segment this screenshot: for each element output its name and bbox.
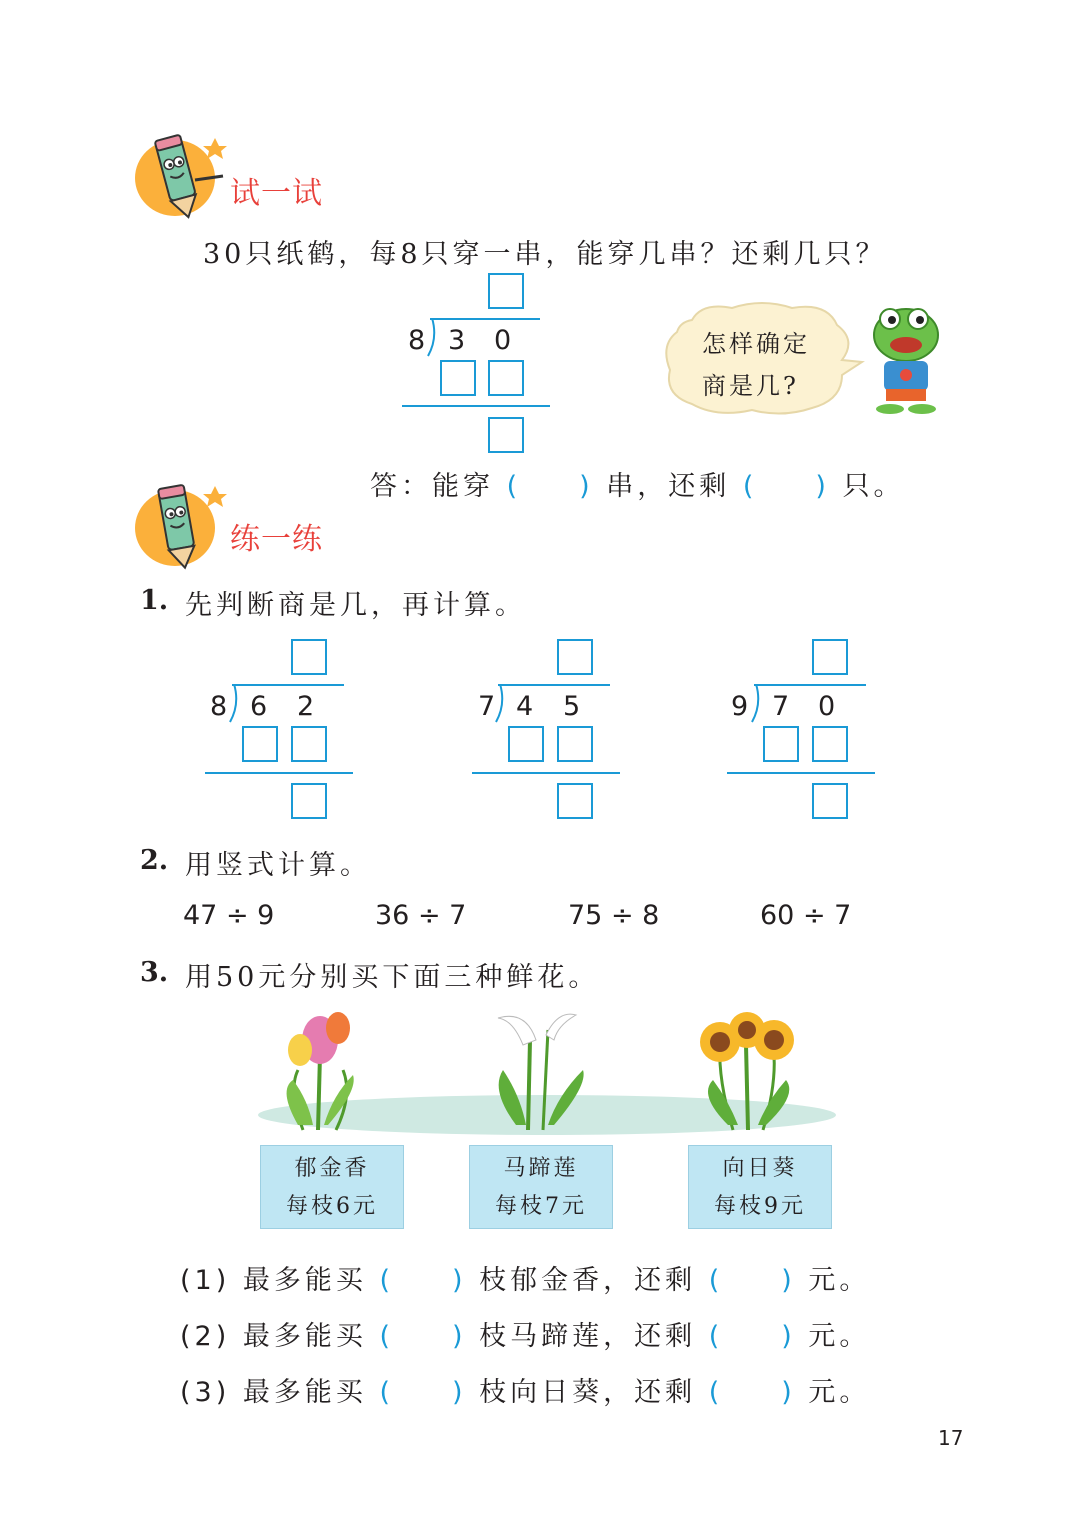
pencil-mascot-icon: [135, 128, 230, 223]
flowers-illustration: [258, 1000, 836, 1140]
quotient-box[interactable]: [291, 639, 327, 675]
pencil-mascot-icon: [135, 478, 230, 573]
product-box[interactable]: [440, 360, 476, 396]
divisor: 8: [210, 691, 228, 722]
flower-card-calla-lily: [469, 1145, 613, 1229]
division-expression: 36 ÷ 7: [375, 900, 467, 931]
sub-question-mid: 枝向日葵，还剩: [479, 1377, 697, 1408]
frog-mascot-icon: [868, 305, 943, 417]
try-answer: [370, 464, 905, 503]
dividend-digit: 6: [250, 691, 268, 722]
question-text: 用竖式计算。: [185, 850, 371, 881]
dividend-digit: 4: [516, 691, 534, 722]
subtraction-line: [402, 405, 550, 407]
flower-name: 向日葵: [722, 1156, 798, 1181]
dividend-digit: 7: [772, 691, 790, 722]
sub-question-mid: 枝郁金香，还剩: [479, 1265, 697, 1296]
bubble-line-2: 商是几?: [702, 372, 799, 400]
paren-close: ): [781, 1321, 796, 1352]
division-expression: 47 ÷ 9: [183, 900, 275, 931]
division-bar: [430, 318, 540, 320]
sub-question-prefix: 最多能买: [242, 1321, 367, 1352]
division-expression: 75 ÷ 8: [568, 900, 660, 931]
paren-close: ): [451, 1265, 467, 1296]
sub-question-mid: 枝马蹄莲，还剩: [479, 1321, 697, 1352]
dividend-digit: 5: [563, 691, 581, 722]
paren-open: (: [379, 1265, 394, 1296]
practice-section-title: 练一练: [230, 522, 323, 557]
paren-open: (: [379, 1377, 394, 1408]
flower-card-tulip: [260, 1145, 404, 1229]
paren-open: (: [708, 1321, 724, 1352]
paren-close: ): [451, 1377, 467, 1408]
division-bracket-icon: [424, 318, 440, 358]
sub-question-prefix: 最多能买: [242, 1265, 367, 1296]
dividend-digit: 2: [297, 691, 315, 722]
divisor: 9: [731, 691, 749, 722]
sub-question-label: (2): [180, 1321, 231, 1352]
remainder-box[interactable]: [812, 783, 848, 819]
question-text: 先判断商是几，再计算。: [185, 590, 526, 621]
product-box[interactable]: [508, 726, 544, 762]
dividend-digit: 0: [494, 325, 512, 356]
dividend-digit: 0: [818, 691, 836, 722]
paren-open: (: [708, 1377, 724, 1408]
product-box[interactable]: [488, 360, 524, 396]
quotient-box[interactable]: [488, 273, 524, 309]
flower-price: 每枝6元: [286, 1194, 378, 1219]
paren-close: ): [451, 1321, 467, 1352]
division-bracket-icon: [226, 684, 242, 724]
division-bar: [232, 684, 344, 686]
paren-open: (: [742, 471, 758, 502]
division-expression: 60 ÷ 7: [760, 900, 852, 931]
sub-question-prefix: 最多能买: [242, 1377, 367, 1408]
speech-bubble: [662, 300, 867, 418]
flower-name: 郁金香: [294, 1156, 370, 1181]
division-bracket-icon: [748, 684, 764, 724]
sub-question-suffix: 元。: [808, 1321, 871, 1352]
try-question: 30只纸鹤，每8只穿一串，能穿几串？还剩几只？: [203, 239, 887, 270]
product-box[interactable]: [291, 726, 327, 762]
dividend-digit: 3: [448, 325, 466, 356]
try-section-title: 试一试: [230, 176, 323, 211]
question-text: 用50元分别买下面三种鲜花。: [185, 962, 600, 993]
division-bracket-icon: [492, 684, 508, 724]
sub-question-label: (1): [180, 1265, 231, 1296]
flower-name: 马蹄莲: [503, 1156, 579, 1181]
division-bar: [498, 684, 610, 686]
flower-card-sunflower: [688, 1145, 832, 1229]
subtraction-line: [205, 772, 353, 774]
question-number: 1.: [140, 585, 169, 616]
paren-close: ): [815, 471, 830, 502]
paren-open: (: [708, 1265, 724, 1296]
product-box[interactable]: [242, 726, 278, 762]
question-number: 2.: [140, 845, 169, 876]
sub-question: [180, 1258, 870, 1297]
subtraction-line: [727, 772, 875, 774]
sub-question-label: (3): [180, 1377, 231, 1408]
remainder-box[interactable]: [291, 783, 327, 819]
product-box[interactable]: [763, 726, 799, 762]
divisor: 7: [478, 691, 496, 722]
divisor: 8: [408, 325, 426, 356]
page-number: 17: [938, 1426, 964, 1450]
product-box[interactable]: [812, 726, 848, 762]
quotient-box[interactable]: [557, 639, 593, 675]
paren-open: (: [379, 1321, 394, 1352]
division-bar: [754, 684, 866, 686]
question-number: 3.: [140, 957, 169, 988]
remainder-box[interactable]: [557, 783, 593, 819]
sub-question: [180, 1370, 870, 1409]
sub-question-suffix: 元。: [808, 1377, 871, 1408]
paren-close: ): [781, 1265, 796, 1296]
answer-suffix: 只。: [842, 471, 905, 502]
paren-open: (: [506, 471, 522, 502]
quotient-box[interactable]: [812, 639, 848, 675]
product-box[interactable]: [557, 726, 593, 762]
answer-mid: 串，还剩: [606, 471, 731, 502]
flower-price: 每枝7元: [495, 1194, 587, 1219]
paren-close: ): [579, 471, 594, 502]
remainder-box[interactable]: [488, 417, 524, 453]
subtraction-line: [472, 772, 620, 774]
sub-question-suffix: 元。: [808, 1265, 871, 1296]
tulip-icon: [287, 1012, 354, 1130]
answer-prefix: 答：能穿: [370, 471, 494, 502]
sub-question: [180, 1314, 870, 1353]
bubble-line-1: 怎样确定: [702, 330, 810, 358]
paren-close: ): [781, 1377, 796, 1408]
flower-price: 每枝9元: [714, 1194, 806, 1219]
